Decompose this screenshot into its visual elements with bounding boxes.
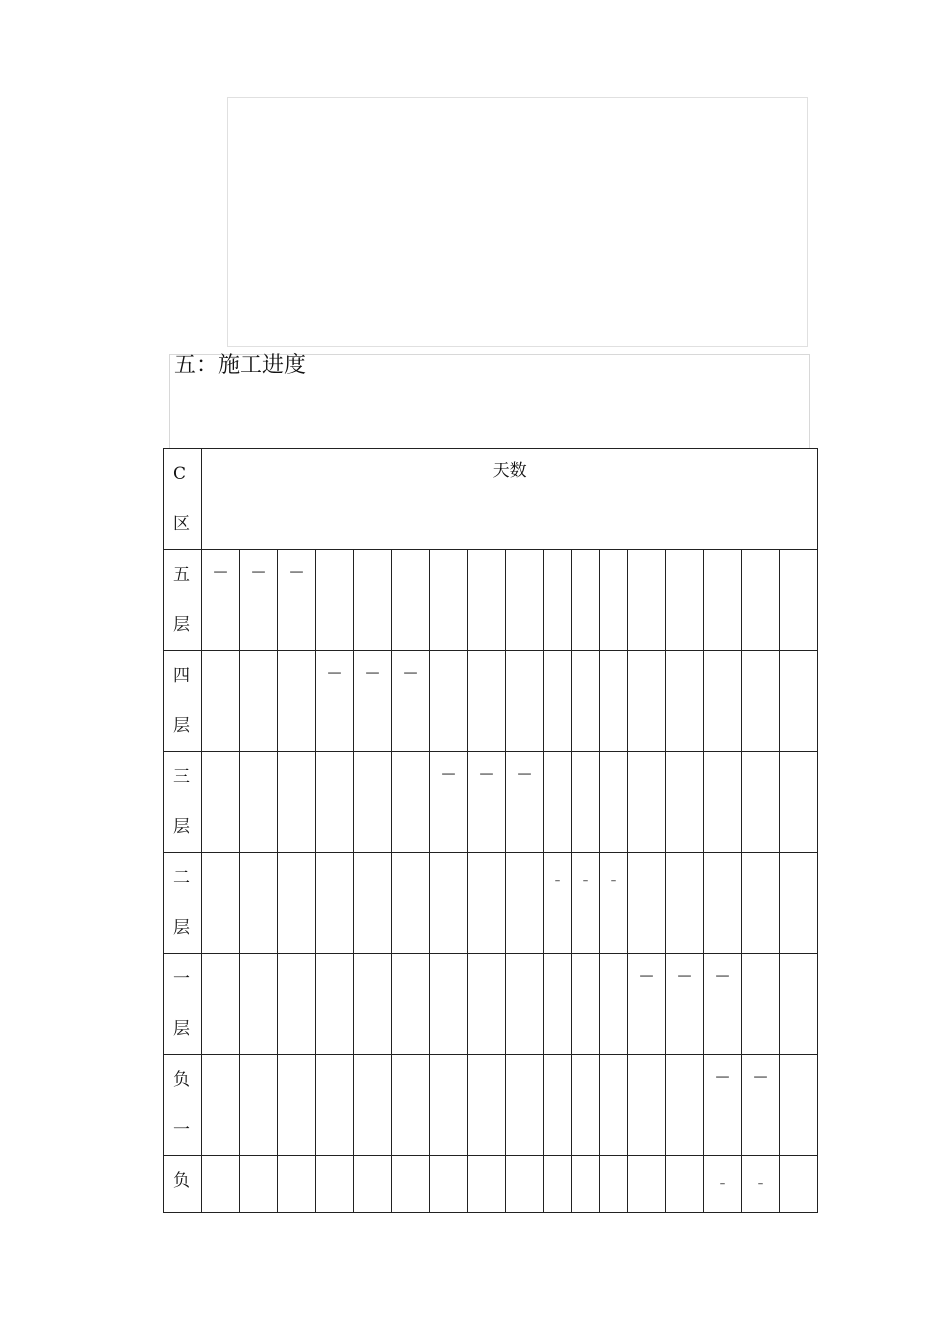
day-cell — [278, 1055, 316, 1156]
day-cell — [430, 1156, 468, 1213]
day-cell — [506, 1156, 544, 1213]
day-cell — [506, 1055, 544, 1156]
day-cell — [666, 651, 704, 752]
table-row — [164, 954, 818, 1055]
day-cell: — — [392, 651, 430, 752]
day-cell: — — [316, 651, 354, 752]
day-cell — [316, 550, 354, 651]
day-cell: – — [742, 1156, 780, 1213]
corner-label: C 区 — [164, 449, 202, 550]
table-row — [164, 853, 818, 954]
day-cell — [468, 1156, 506, 1213]
row-label: 一 层 — [164, 954, 202, 1055]
row-label: 四 层 — [164, 651, 202, 752]
day-cell — [240, 651, 278, 752]
day-cell — [430, 1055, 468, 1156]
day-cell: — — [278, 550, 316, 651]
day-cell — [430, 550, 468, 651]
day-cell — [278, 752, 316, 853]
day-cell — [278, 954, 316, 1055]
day-cell — [666, 853, 704, 954]
day-cell — [780, 853, 818, 954]
day-cell — [240, 752, 278, 853]
day-cell — [742, 550, 780, 651]
day-cell — [392, 1156, 430, 1213]
day-cell — [354, 752, 392, 853]
day-cell: — — [430, 752, 468, 853]
day-cell: — — [742, 1055, 780, 1156]
day-cell — [240, 1055, 278, 1156]
day-cell — [572, 752, 600, 853]
day-cell — [780, 550, 818, 651]
day-cell: – — [600, 853, 628, 954]
day-cell: — — [506, 752, 544, 853]
day-cell — [468, 1055, 506, 1156]
day-cell — [628, 1156, 666, 1213]
row-label: 二 层 — [164, 853, 202, 954]
day-cell — [780, 954, 818, 1055]
table-row — [164, 550, 818, 651]
day-cell — [392, 752, 430, 853]
day-cell — [628, 1055, 666, 1156]
day-cell — [278, 1156, 316, 1213]
day-cell — [506, 954, 544, 1055]
day-cell — [666, 752, 704, 853]
day-cell — [202, 1055, 240, 1156]
day-cell — [354, 954, 392, 1055]
day-cell — [628, 550, 666, 651]
day-cell — [430, 853, 468, 954]
day-cell — [240, 954, 278, 1055]
day-cell: – — [572, 853, 600, 954]
day-cell — [600, 1055, 628, 1156]
day-cell — [354, 550, 392, 651]
day-cell — [202, 752, 240, 853]
day-cell — [316, 1156, 354, 1213]
day-cell — [572, 550, 600, 651]
day-cell — [572, 1055, 600, 1156]
header-row — [164, 449, 818, 550]
day-cell — [202, 1156, 240, 1213]
section-title: 五：施工进度 — [174, 353, 307, 378]
day-cell — [506, 651, 544, 752]
day-cell — [316, 853, 354, 954]
day-cell — [240, 1156, 278, 1213]
table-row — [164, 752, 818, 853]
day-cell: – — [544, 853, 572, 954]
day-cell — [780, 1156, 818, 1213]
day-cell — [392, 550, 430, 651]
day-cell — [628, 752, 666, 853]
day-cell — [278, 651, 316, 752]
day-cell — [544, 752, 572, 853]
day-cell — [572, 954, 600, 1055]
day-cell — [742, 853, 780, 954]
day-cell: – — [704, 1156, 742, 1213]
day-cell — [316, 954, 354, 1055]
schedule-body — [164, 550, 818, 1213]
row-label: 五 层 — [164, 550, 202, 651]
day-cell — [666, 550, 704, 651]
day-cell: — — [354, 651, 392, 752]
table-row — [164, 1055, 818, 1156]
day-cell — [430, 651, 468, 752]
day-cell — [430, 954, 468, 1055]
day-cell — [600, 1156, 628, 1213]
day-cell — [354, 853, 392, 954]
table-row — [164, 1156, 818, 1213]
day-cell: — — [704, 1055, 742, 1156]
day-cell: — — [666, 954, 704, 1055]
day-cell — [780, 1055, 818, 1156]
row-label: 三 层 — [164, 752, 202, 853]
day-cell — [742, 954, 780, 1055]
day-cell — [468, 651, 506, 752]
day-cell — [628, 651, 666, 752]
day-cell — [742, 752, 780, 853]
day-cell — [666, 1156, 704, 1213]
day-cell — [572, 651, 600, 752]
day-cell — [704, 853, 742, 954]
day-cell — [780, 752, 818, 853]
day-cell — [392, 954, 430, 1055]
day-cell — [202, 853, 240, 954]
schedule-table — [163, 448, 818, 1213]
day-cell — [468, 853, 506, 954]
day-cell — [628, 853, 666, 954]
day-cell — [506, 550, 544, 651]
day-cell — [742, 651, 780, 752]
day-cell — [780, 651, 818, 752]
day-cell — [468, 550, 506, 651]
day-cell: — — [628, 954, 666, 1055]
top-frame — [227, 97, 808, 347]
day-cell — [392, 853, 430, 954]
day-cell — [202, 954, 240, 1055]
day-cell: — — [240, 550, 278, 651]
day-cell — [666, 1055, 704, 1156]
day-cell — [704, 651, 742, 752]
day-cell — [316, 1055, 354, 1156]
day-cell — [354, 1055, 392, 1156]
day-cell — [392, 1055, 430, 1156]
day-cell — [572, 1156, 600, 1213]
day-cell: — — [202, 550, 240, 651]
day-cell — [278, 853, 316, 954]
day-cell — [240, 853, 278, 954]
day-cell — [544, 954, 572, 1055]
day-cell — [354, 1156, 392, 1213]
day-cell — [600, 651, 628, 752]
day-cell — [506, 853, 544, 954]
row-label: 负 一 — [164, 1055, 202, 1156]
day-cell — [704, 752, 742, 853]
day-cell: — — [468, 752, 506, 853]
day-cell — [468, 954, 506, 1055]
day-cell — [600, 954, 628, 1055]
day-cell — [202, 651, 240, 752]
day-cell — [704, 550, 742, 651]
table-row — [164, 651, 818, 752]
day-cell: — — [704, 954, 742, 1055]
day-cell — [544, 651, 572, 752]
day-cell — [544, 1055, 572, 1156]
day-cell — [600, 752, 628, 853]
day-cell — [316, 752, 354, 853]
days-header: 天数 — [202, 449, 818, 550]
day-cell — [544, 550, 572, 651]
row-label: 负 — [164, 1156, 202, 1213]
day-cell — [600, 550, 628, 651]
day-cell — [544, 1156, 572, 1213]
